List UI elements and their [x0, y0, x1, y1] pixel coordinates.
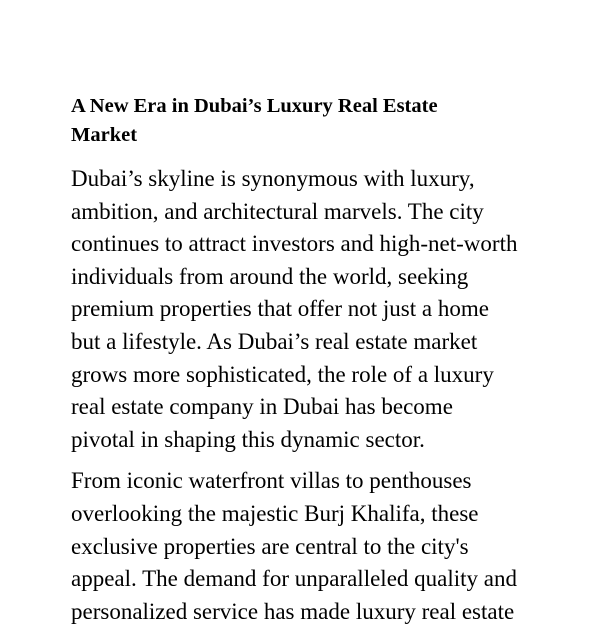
text-line: appeal. The demand for unparalleled quality and: [71, 566, 517, 592]
text-line: overlooking the majestic Burj Khalifa, these: [71, 500, 479, 526]
text-line: individuals from around the world, seeking: [71, 263, 469, 289]
text-line: ambition, and architectural marvels. The city: [71, 198, 484, 224]
text-line: Dubai’s skyline is synonymous with luxury,: [71, 166, 475, 191]
text-line: continues to attract investors and high-net-worth: [71, 231, 518, 257]
paragraph-intro: [71, 163, 541, 456]
text-line: personalized service has made luxury real estate: [71, 598, 515, 624]
text-line: grows more sophisticated, the role of a luxury: [71, 361, 494, 387]
article-heading: [71, 92, 541, 150]
text-line: premium properties that offer not just a home: [71, 296, 489, 322]
article-body: [71, 92, 541, 628]
text-line: real estate company in Dubai has become: [71, 394, 453, 420]
paragraph-properties: [71, 465, 541, 628]
heading-line: A New Era in Dubai’s Luxury Real Estate: [71, 95, 438, 117]
text-line: pivotal in shaping this dynamic sector.: [71, 426, 425, 452]
text-line: but a lifestyle. As Dubai’s real estate market: [71, 328, 478, 354]
text-line: exclusive properties are central to the city's: [71, 533, 469, 559]
text-line: From iconic waterfront villas to penthouses: [71, 468, 472, 494]
heading-line: Market: [71, 124, 138, 146]
